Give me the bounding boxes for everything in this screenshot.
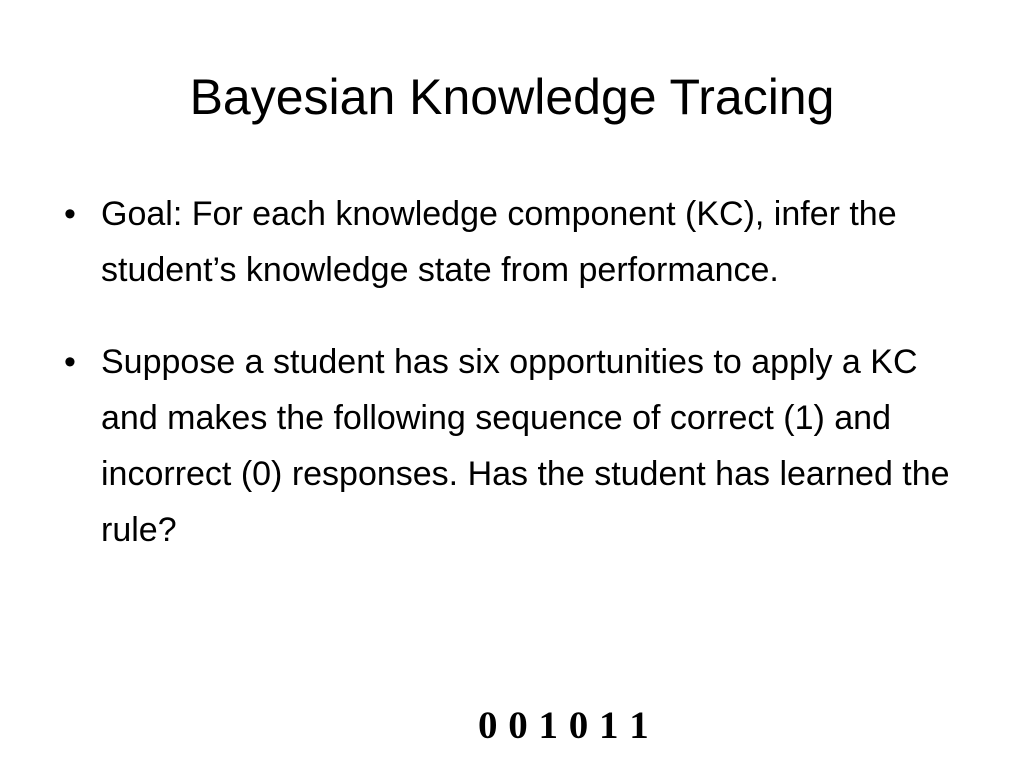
bullet-marker: • — [64, 343, 76, 381]
bullet-text: Goal: For each knowledge component (KC), infer the student’s knowledge state from performance. — [101, 195, 897, 289]
bullet-question — [62, 334, 972, 558]
bullet-marker: • — [64, 195, 76, 233]
bullet-list — [62, 186, 972, 594]
bullet-goal — [62, 186, 972, 298]
response-sequence: 0 0 1 0 1 1 — [478, 704, 650, 747]
bullet-text: Suppose a student has six opportunities to apply a KC and makes the following sequence of correct (1) and incorrect (0) responses. Has the student has learned the rule? — [101, 343, 950, 549]
slide-title: Bayesian Knowledge Tracing — [189, 69, 835, 125]
